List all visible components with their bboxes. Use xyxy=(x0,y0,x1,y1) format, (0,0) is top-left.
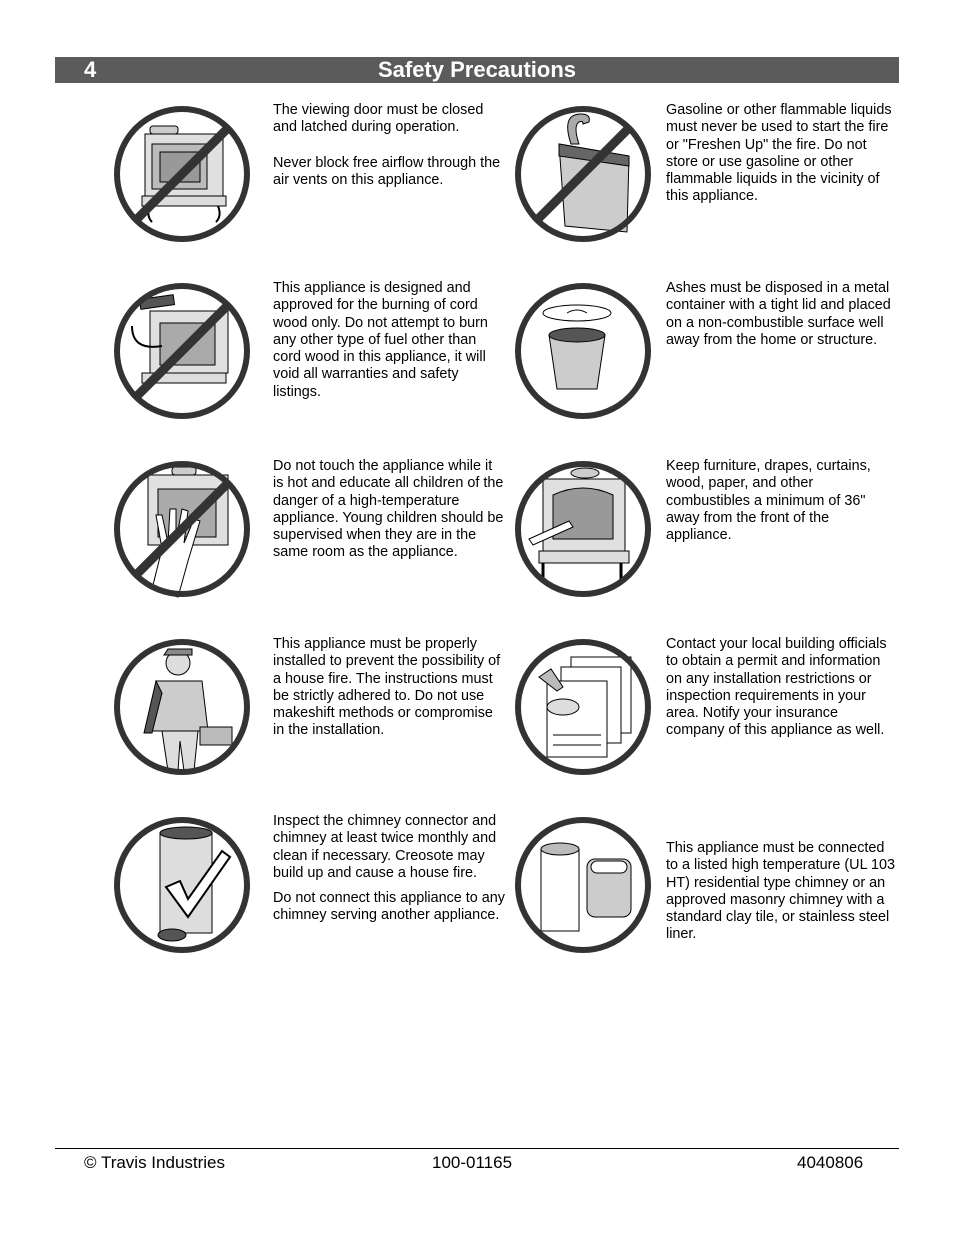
item-paragraph: The viewing door must be closed and latched during operation. xyxy=(273,102,484,136)
item-text-9 xyxy=(666,840,898,944)
ash-bucket-lid-icon xyxy=(513,281,653,421)
item-text-0 xyxy=(273,102,505,189)
item-paragraph: Ashes must be disposed in a metal container with a tight lid and placed on a non-combustible surface well away from the home or structure. xyxy=(666,280,891,348)
item-text-2 xyxy=(273,280,505,401)
installer-with-toolbox-icon xyxy=(112,637,252,777)
item-paragraph: Never block free airflow through the air vents on this appliance. xyxy=(273,154,501,188)
item-text-6 xyxy=(273,636,505,740)
item-paragraph: This appliance is designed and approved for the burning of cord wood only. Do not attempt to burn any other type of fuel other than cord wood in this appliance, it will void all warranties and safety listings. xyxy=(273,280,488,400)
hand-touching-stove-prohibited-icon xyxy=(112,459,252,599)
section-header-bar xyxy=(55,57,899,83)
item-paragraph: Do not touch the appliance while it is hot and educate all children of the danger of a high-temperature appliance. Young children should be supervised when they are in the same room as the appliance. xyxy=(273,458,504,561)
chimney-pipe-and-liner-icon xyxy=(513,815,653,955)
item-text-3 xyxy=(666,280,898,349)
footer-date-code: 4040806 xyxy=(797,1153,864,1172)
chimney-pipe-checkmark-icon xyxy=(112,815,252,955)
item-text-5 xyxy=(666,458,898,544)
item-paragraph: Inspect the chimney connector and chimney at least twice monthly and clean if necessary. Creosote may build up and cause a house fire. xyxy=(273,813,497,881)
item-paragraph: Contact your local building officials to obtain a permit and information on any installation restrictions or inspection requirements in your area. Notify your insurance company of this appliance as well. xyxy=(666,636,887,739)
footer-divider xyxy=(55,1148,899,1149)
item-paragraph: This appliance must be connected to a listed high temperature (UL 103 HT) residential type chimney or an approved masonry chimney with a standard clay tile, or stainless steel liner. xyxy=(666,840,896,943)
item-text-7 xyxy=(666,636,898,740)
stove-clearance-arrow-icon xyxy=(513,459,653,599)
item-paragraph: This appliance must be properly installed to prevent the possibility of a house fire. The instructions must be strictly adhered to. Do not use makeshift methods or compromise in the installation. xyxy=(273,636,501,739)
page-number: 4 xyxy=(84,57,97,82)
item-text-8 xyxy=(273,813,505,925)
item-paragraph: Keep furniture, drapes, curtains, wood, paper, and other combustibles a minimum of 36" away from the front of the appliance. xyxy=(666,458,871,544)
footer-part-number: 100-01165 xyxy=(432,1153,513,1172)
item-text-1 xyxy=(666,102,898,206)
item-paragraph: Do not connect this appliance to any chimney serving another appliance. xyxy=(273,890,505,924)
item-paragraph: Gasoline or other flammable liquids must never be used to start the fire or "Freshen Up" the fire. Do not store or use gasoline or other flammable liquids in the vicinity of this appliance. xyxy=(666,102,892,205)
item-text-4 xyxy=(273,458,505,562)
page-title: Safety Precautions xyxy=(377,57,577,82)
gas-can-prohibited-icon xyxy=(513,104,653,244)
stove-wrong-fuel-prohibited-icon xyxy=(112,281,252,421)
footer-copyright: © Travis Industries xyxy=(84,1153,226,1172)
permit-documents-stamp-icon xyxy=(513,637,653,777)
stove-closed-door-prohibited-icon xyxy=(112,104,252,244)
